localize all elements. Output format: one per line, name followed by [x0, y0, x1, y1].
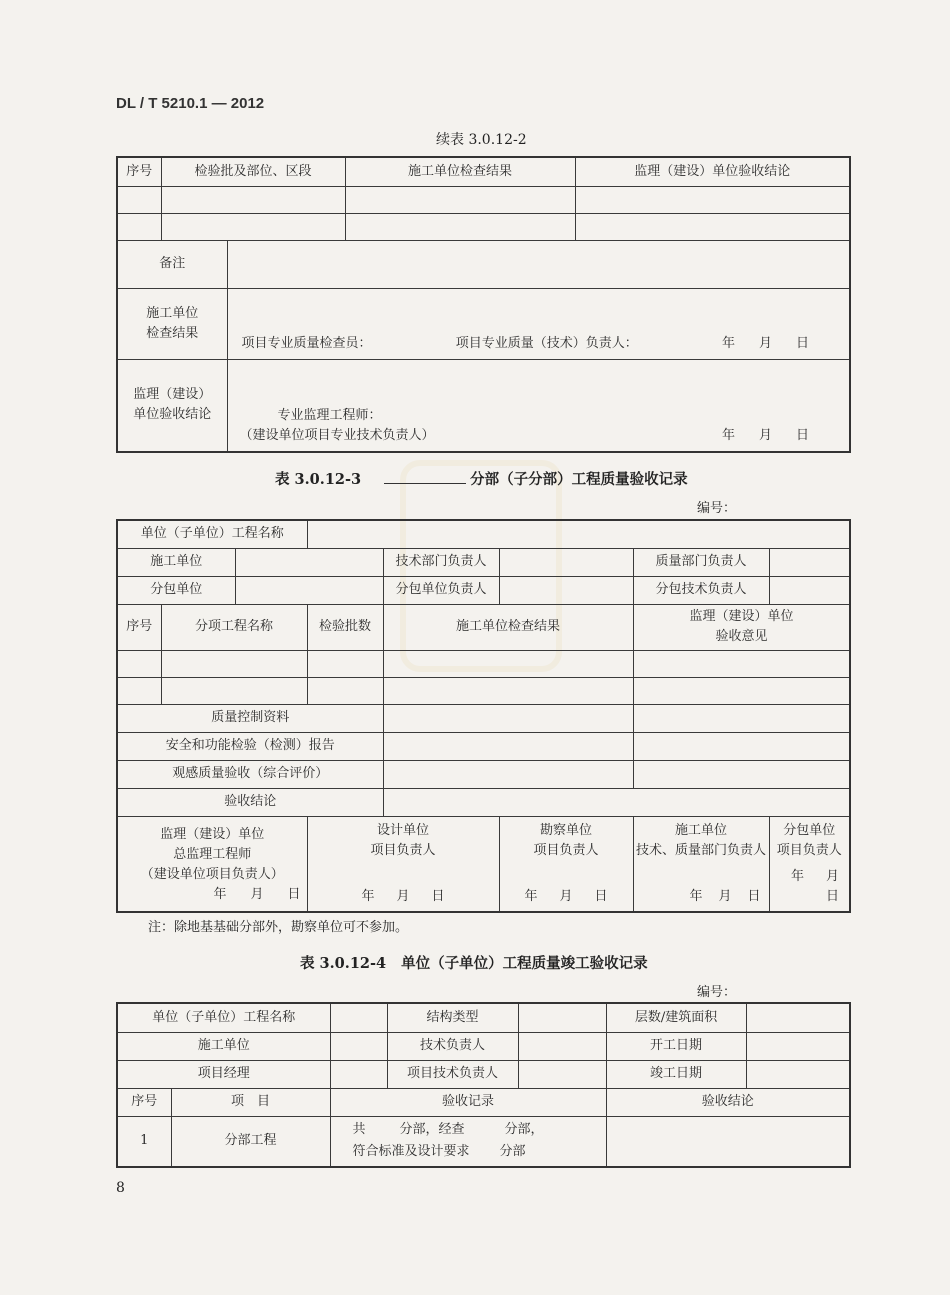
sig-construction[interactable]: 施工单位 技术、质量部门负责人 年 月 日 [633, 816, 769, 912]
sub-unit-head-label: 分包单位负责人 [383, 576, 499, 604]
project-name-value[interactable] [330, 1003, 387, 1032]
header-conclusion: 验收结论 [606, 1088, 850, 1116]
sub-tech-head-label: 分包技术负责人 [633, 576, 769, 604]
table4-caption: 表 3.0.12-4 单位（子单位）工程质量竣工验收记录 [300, 955, 648, 972]
header-item-name: 分项工程名称 [161, 604, 307, 650]
header-serial: 序号 [117, 157, 161, 186]
sub-unit-head-value[interactable] [499, 576, 633, 604]
project-manager-label: 项目经理 [117, 1060, 330, 1088]
subcontractor-value[interactable] [235, 576, 383, 604]
sig-survey[interactable]: 勘察单位 项目负责人 年 月 日 [499, 816, 633, 912]
project-tech-head-label: 项目技术负责人 [387, 1060, 518, 1088]
header-record: 验收记录 [330, 1088, 606, 1116]
quality-lead-label: 项目专业质量（技术）负责人： [455, 335, 638, 351]
sig-design[interactable]: 设计单位 项目负责人 年 月 日 [307, 816, 499, 912]
header-item: 项 目 [171, 1088, 330, 1116]
project-name-label: 单位（子单位）工程名称 [117, 1003, 330, 1032]
supervisor-label: 专业监理工程师： [277, 408, 382, 423]
supervision-conclusion-label: 监理（建设） 单位验收结论 [117, 359, 227, 452]
tech-dept-head-value[interactable] [499, 548, 633, 576]
table-row [117, 1116, 850, 1167]
start-date-label: 开工日期 [606, 1032, 746, 1060]
floors-area-value[interactable] [746, 1003, 850, 1032]
table-3-0-12-4 [116, 1002, 851, 1168]
completion-date-value[interactable] [746, 1060, 850, 1088]
start-date-value[interactable] [746, 1032, 850, 1060]
date-label: 年 月 日 [721, 428, 810, 443]
table4-serial-label: 编号： [697, 985, 737, 1000]
table-3-0-12-2 [116, 156, 851, 453]
quality-dept-head-value[interactable] [769, 548, 850, 576]
tech-head-value[interactable] [518, 1032, 606, 1060]
sub-tech-head-value[interactable] [769, 576, 850, 604]
quality-docs-label: 质量控制资料 [117, 704, 383, 732]
construction-unit-label: 施工单位 [117, 548, 235, 576]
construction-result-label: 施工单位 检查结果 [117, 288, 227, 359]
appearance-label: 观感质量验收（综合评价） [117, 760, 383, 788]
remarks-cell[interactable] [227, 240, 850, 288]
table3-caption: 表 3.0.12-3 分部（子分部）工程质量验收记录 [275, 471, 688, 488]
table-row [117, 677, 850, 704]
table3-serial-label: 编号： [697, 501, 737, 516]
header-batch: 检验批及部位、区段 [161, 157, 345, 186]
header-sup-opinion: 监理（建设）单位 验收意见 [633, 604, 850, 650]
floors-area-label: 层数/建筑面积 [606, 1003, 746, 1032]
row1-item: 分部工程 [171, 1116, 330, 1167]
header-serial: 序号 [117, 604, 161, 650]
header-sup-conclusion: 监理（建设）单位验收结论 [575, 157, 850, 186]
completion-date-label: 竣工日期 [606, 1060, 746, 1088]
project-name-value[interactable] [307, 520, 850, 548]
supervision-signature-cell[interactable] [227, 359, 850, 452]
conclusion-value[interactable] [383, 788, 850, 816]
header-cons-result: 施工单位检查结果 [345, 157, 575, 186]
construction-unit-label: 施工单位 [117, 1032, 330, 1060]
sig-subcontractor[interactable]: 分包单位 项目负责人 年 月日 [769, 816, 850, 912]
row1-conclusion[interactable] [606, 1116, 850, 1167]
date-label: 年 月 日 [721, 335, 810, 351]
table-row [117, 650, 850, 677]
tech-head-label: 技术负责人 [387, 1032, 518, 1060]
table-3-0-12-3 [116, 519, 851, 913]
safety-report-label: 安全和功能检验（检测）报告 [117, 732, 383, 760]
page-number: 8 [116, 1180, 125, 1196]
header-serial: 序号 [117, 1088, 171, 1116]
remarks-label: 备注 [117, 240, 227, 288]
inspector-label: 项目专业质量检查员： [241, 335, 372, 351]
document-code: DL / T 5210.1 — 2012 [116, 95, 265, 112]
quality-dept-head-label: 质量部门负责人 [633, 548, 769, 576]
row1-record[interactable]: 共 分部，经查 分部， 符合标准及设计要求 分部 [330, 1116, 606, 1167]
structure-type-value[interactable] [518, 1003, 606, 1032]
project-manager-value[interactable] [330, 1060, 387, 1088]
project-name-label: 单位（子单位）工程名称 [117, 520, 307, 548]
tech-dept-head-label: 技术部门负责人 [383, 548, 499, 576]
row1-serial: 1 [117, 1116, 171, 1167]
owner-rep-label: （建设单位项目专业技术负责人） [239, 428, 435, 443]
table2-caption: 续表 3.0.12-2 [436, 132, 527, 148]
construction-signature-cell[interactable] [227, 288, 850, 359]
construction-unit-value[interactable] [330, 1032, 387, 1060]
table-row [117, 186, 850, 213]
header-batch-count: 检验批数 [307, 604, 383, 650]
conclusion-label: 验收结论 [117, 788, 383, 816]
sig-supervision[interactable]: 监理（建设）单位 总监理工程师 （建设单位项目负责人） 年 月 日 [117, 816, 307, 912]
structure-type-label: 结构类型 [387, 1003, 518, 1032]
subcontractor-label: 分包单位 [117, 576, 235, 604]
table-row [117, 213, 850, 240]
project-tech-head-value[interactable] [518, 1060, 606, 1088]
header-cons-result: 施工单位检查结果 [383, 604, 633, 650]
construction-unit-value[interactable] [235, 548, 383, 576]
table3-note: 注：除地基基础分部外，勘察单位可不参加。 [148, 920, 409, 935]
